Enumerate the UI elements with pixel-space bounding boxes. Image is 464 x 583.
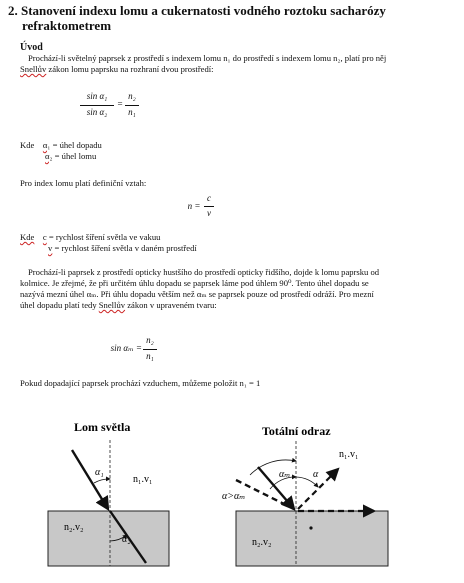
eq1-left-bar (80, 105, 114, 106)
alpha1-def: = úhel dopadu (52, 140, 102, 150)
para2-line-1: Prochází-li paprsek z prostředí opticky hustšího do prostředí opticky řidšího, dojde k lomu paprsku od (28, 267, 380, 277)
snell-word-2: Snellův (98, 300, 126, 310)
snell-word: Snellův (20, 64, 47, 74)
eq1-right-num: n₂ (128, 91, 136, 101)
eq1-right-bar (125, 105, 139, 106)
eq3-bar (143, 349, 157, 350)
fig1-alpha2-label: α₂ (122, 534, 131, 545)
kde-word-2: Kde (20, 232, 35, 242)
page-title-cont: refraktometrem (22, 18, 112, 33)
intro-line-2 (20, 64, 214, 75)
alpha1-symbol: α₁ (42, 140, 51, 150)
figures (0, 405, 464, 583)
v-def: = rychlost šíření světla v daném prostředí (54, 243, 197, 253)
eq2-bar (204, 206, 214, 207)
para2-line-4b: zákon v upraveném tvaru: (127, 300, 217, 310)
para2-line-3: nazývá mezní úhel αₘ. Při úhlu dopadu větším než αₘ se paprsek pouze od prostředí odráží. Pro mezní (20, 289, 374, 299)
fig2-alpha-label: α (313, 469, 319, 480)
defs2-line-2 (48, 243, 197, 254)
intro-line-2-rest: zákon lomu paprsku na rozhraní dvou prostředí: (46, 64, 214, 74)
v-symbol: v (48, 243, 53, 253)
eq1-equals: = (117, 99, 123, 109)
alpha2-def: = úhel lomu (54, 151, 97, 161)
fig2-title: Totální odraz (262, 424, 331, 438)
fig2-upper-label: n₁.v₁ (339, 449, 359, 460)
intro-line-1: Prochází-li světelný paprsek z prostředí s indexem lomu n₁ do prostředí s indexem lomu n₂, platí pro něj (28, 53, 387, 63)
eq1-right-den: n₁ (128, 107, 136, 117)
para2-line-4a: úhel dopadu platí tedy (20, 300, 97, 310)
section-heading: Úvod (20, 42, 43, 53)
fig1-alpha1-label: α₁ (95, 467, 104, 478)
eq1-left-num: sin α₁ (86, 91, 108, 101)
fig2-condition-label: α>αₘ (222, 491, 246, 502)
defs1-line-2 (45, 151, 96, 162)
defs2-line-1 (20, 232, 160, 243)
page-title: 2. Stanovení indexu lomu a cukernatosti vodného roztoku sacharózy (8, 3, 386, 18)
figure-refraction (48, 420, 169, 566)
fig2-am-label: αₘ (279, 469, 291, 480)
eq2-lhs: n = (187, 201, 201, 211)
fig1-lower-medium (48, 511, 169, 566)
eq3-lhs: sin αₘ = (110, 343, 142, 353)
fig2-dot (309, 526, 312, 529)
kde-word: Kde (20, 140, 35, 150)
index-def-text: Pro index lomu platí definiční vztah: (20, 178, 147, 188)
fig1-upper-label: n₁.v₁ (133, 474, 153, 485)
fig1-title: Lom světla (74, 420, 131, 434)
alpha2-symbol: α₂ (45, 151, 53, 161)
para2-line-2: kolmice. Je zřejmé, že při určitém úhlu dopadu se paprsek láme pod úhlem 90⁰. Tento úhel dopadu se (20, 278, 369, 288)
para2-line-4 (20, 300, 217, 311)
eq3-den: n₁ (146, 351, 154, 361)
fig1-lower-label: n₂.v₂ (64, 522, 84, 533)
fig2-lower-label: n₂.v₂ (252, 537, 272, 548)
eq2-num: c (207, 193, 211, 203)
figure-total-reflection (222, 424, 388, 566)
defs1-line-1 (20, 140, 102, 151)
eq2-den: v (207, 208, 211, 218)
air-line: Pokud dopadající paprsek prochází vzduchem, můžeme položit n₁ = 1 (20, 378, 261, 388)
fig1-alpha1-arc (94, 479, 110, 483)
c-def: = rychlost šíření světla ve vakuu (48, 232, 161, 242)
eq3-num: n₂ (146, 335, 154, 345)
eq1-left-den: sin α₂ (86, 107, 108, 117)
c-symbol: c (42, 232, 47, 242)
